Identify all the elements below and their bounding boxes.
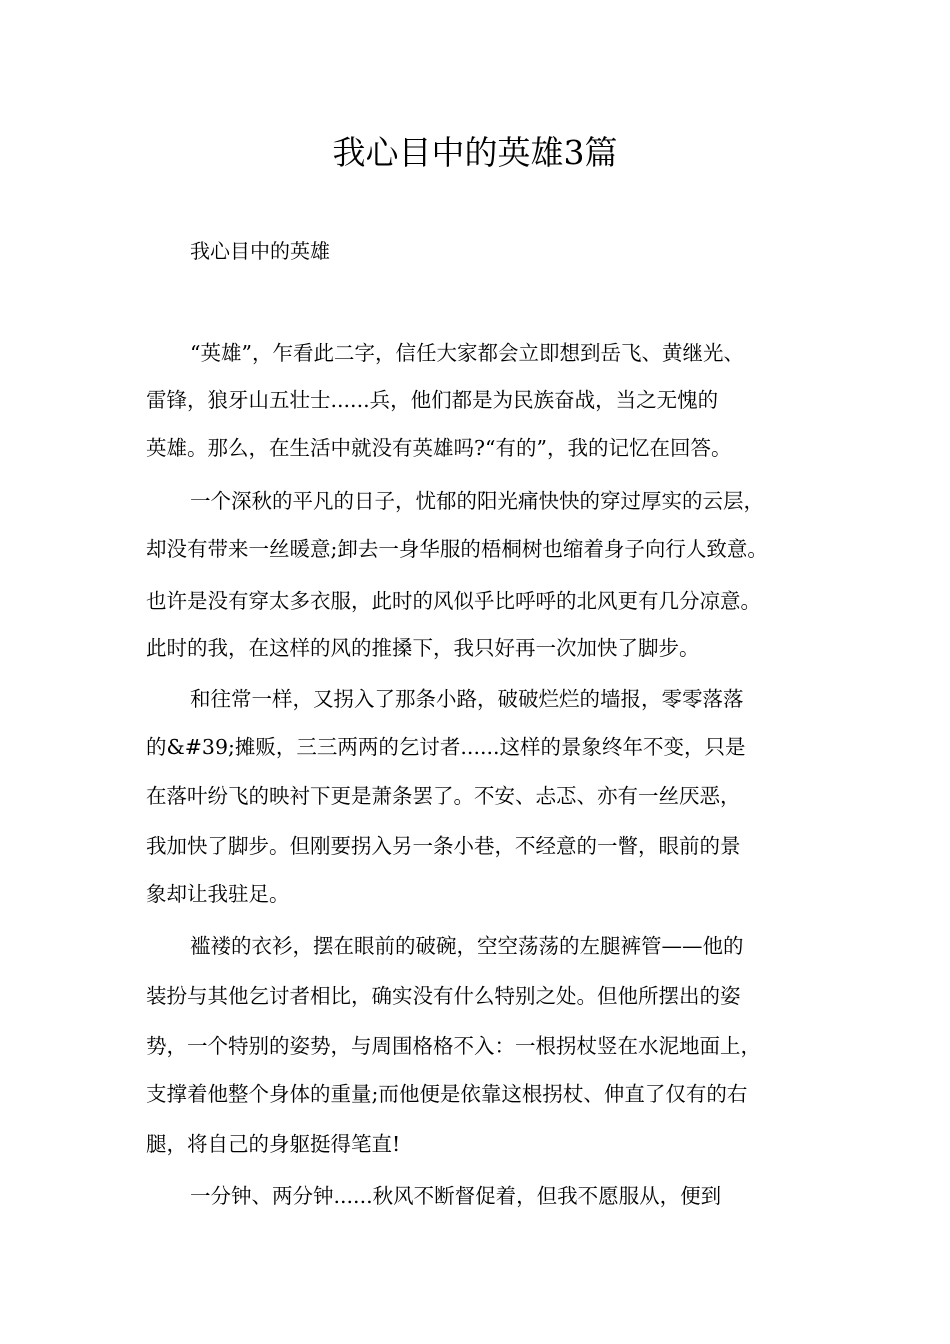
section-subtitle: 我心目中的英雄 — [190, 239, 330, 263]
paragraph-line: 也许是没有穿太多衣服，此时的风似乎比呼呼的北风更有几分凉意。 — [146, 589, 761, 613]
paragraph-line: 褴褛的衣衫，摆在眼前的破碗，空空荡荡的左腿裤管——他的 — [190, 934, 744, 958]
paragraph-line: “英雄”，乍看此二字，信任大家都会立即想到岳飞、黄继光、 — [190, 341, 744, 365]
paragraph-line: 象却让我驻足。 — [146, 882, 290, 906]
paragraph-line: 一个深秋的平凡的日子，忧郁的阳光痛快快的穿过厚实的云层， — [190, 489, 764, 513]
paragraph-line: 一分钟、两分钟......秋风不断督促着，但我不愿服从，便到 — [190, 1184, 722, 1208]
paragraph-line: 我加快了脚步。但刚要拐入另一条小巷，不经意的一瞥，眼前的景 — [146, 834, 741, 858]
paragraph-line: 在落叶纷飞的映衬下更是萧条罢了。不安、忐忑、亦有一丝厌恶， — [146, 784, 741, 808]
paragraph-line: 和往常一样，又拐入了那条小路，破破烂烂的墙报，零零落落 — [190, 687, 744, 711]
paragraph-line: 势，一个特别的姿势，与周围格格不入：一根拐杖竖在水泥地面上， — [146, 1034, 761, 1058]
paragraph-line: 英雄。那么，在生活中就没有英雄吗?“有的”，我的记忆在回答。 — [146, 436, 732, 460]
paragraph-line: 雷锋，狼牙山五壮士......兵，他们都是为民族奋战，当之无愧的 — [146, 388, 719, 412]
paragraph-line: 装扮与其他乞讨者相比，确实没有什么特别之处。但他所摆出的姿 — [146, 984, 741, 1008]
paragraph-line: 的&#39;摊贩，三三两两的乞讨者......这样的景象终年不变，只是 — [146, 735, 746, 759]
paragraph-line: 腿，将自己的身躯挺得笔直! — [146, 1132, 401, 1156]
document-title: 我心目中的英雄3篇 — [332, 133, 618, 172]
paragraph-line: 此时的我，在这样的风的推搡下，我只好再一次加快了脚步。 — [146, 636, 700, 660]
paragraph-line: 却没有带来一丝暖意;卸去一身华服的梧桐树也缩着身子向行人致意。 — [146, 537, 768, 561]
paragraph-line: 支撑着他整个身体的重量;而他便是依靠这根拐杖、伸直了仅有的右 — [146, 1082, 748, 1106]
